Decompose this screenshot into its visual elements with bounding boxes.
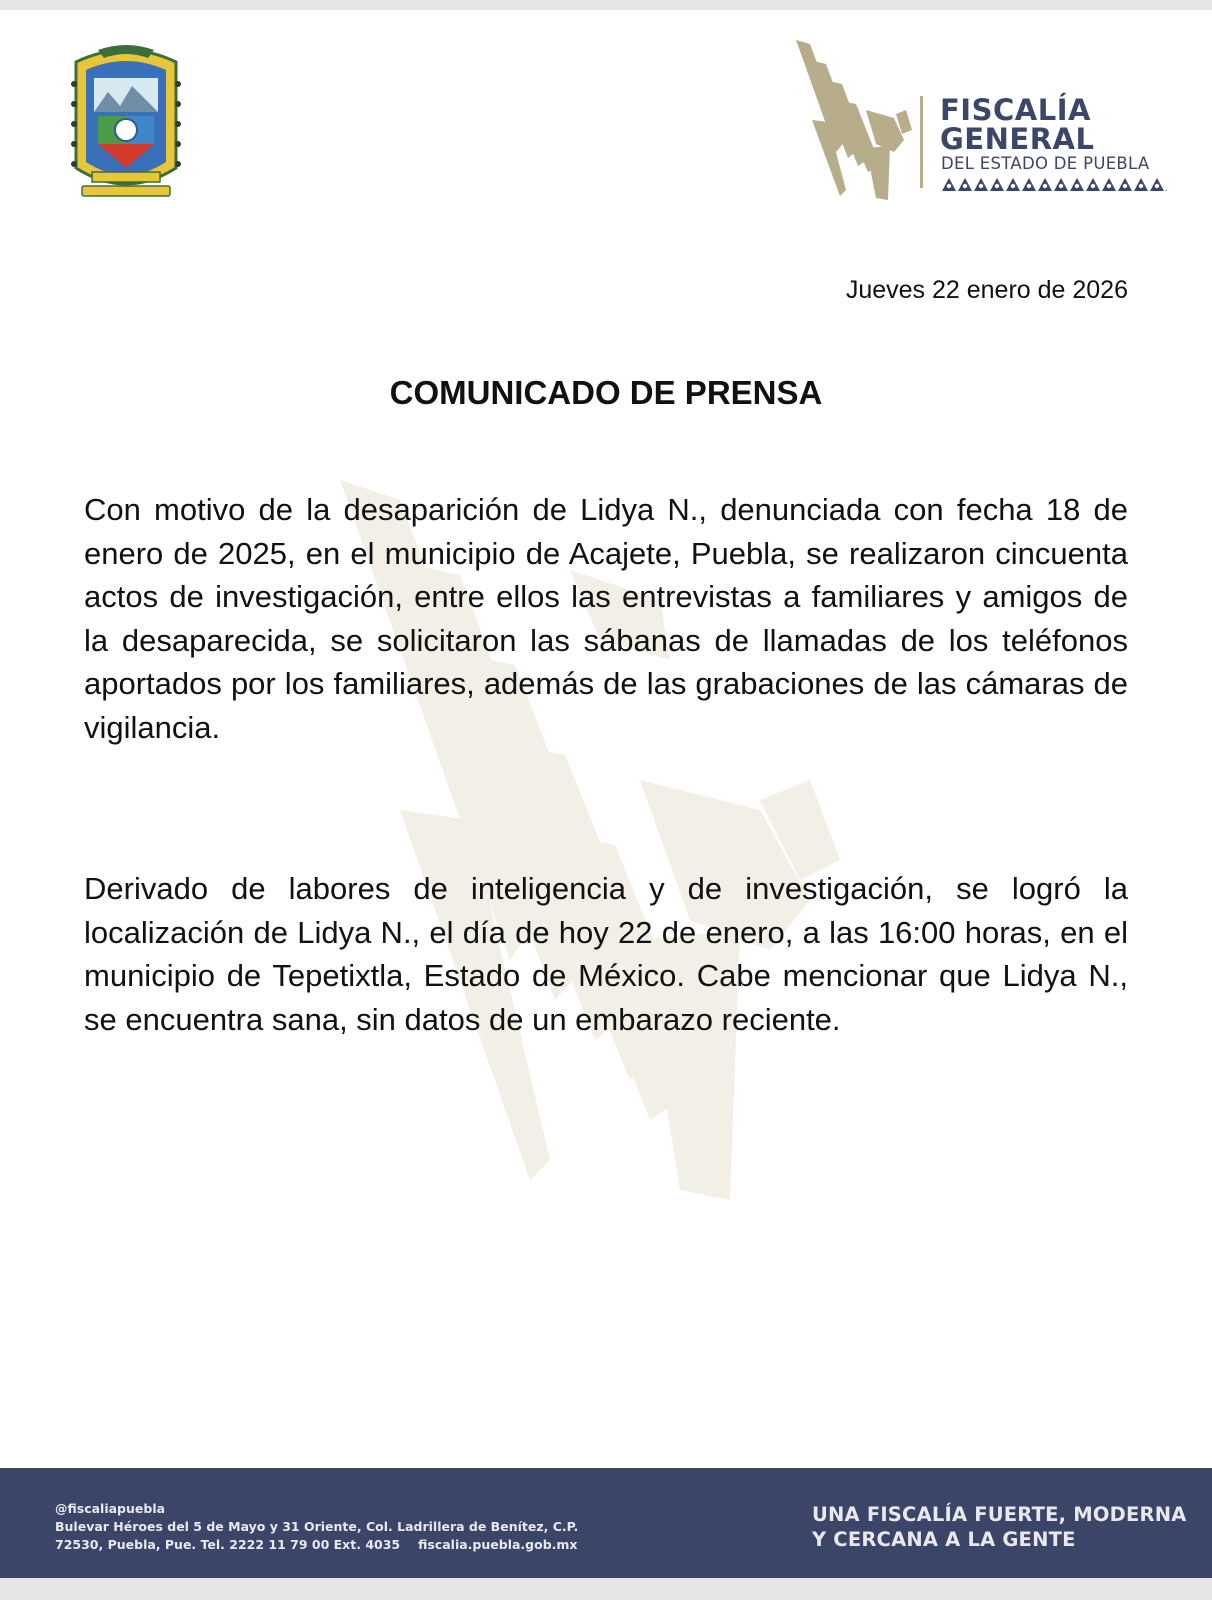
footer-address-1: Bulevar Héroes del 5 de Mayo y 31 Oriente, Col. Ladrillera de Benítez, C.P.: [55, 1519, 579, 1534]
puebla-state-seal-icon: [68, 40, 184, 208]
paragraph-2: Derivado de labores de inteligencia y de investigación, se logró la localización de Lidya N., el día de hoy 22 de enero, a las 16:00 horas, en el municipio de Tepetixtla, Estado de México. Cabe mencionar que Lidya N., se encuentra sana, sin datos de un embarazo reciente.: [84, 871, 1128, 1037]
footer-slogan-1: UNA FISCALÍA FUERTE, MODERNA: [812, 1503, 1187, 1526]
logo-text-fiscalia: FISCALÍA: [940, 93, 1091, 127]
greca-pattern-icon: [941, 176, 1167, 192]
logo-text-estado: DEL ESTADO DE PUEBLA: [941, 154, 1150, 173]
document-title: COMUNICADO DE PRENSA: [389, 374, 823, 411]
logo-text-general: GENERAL: [940, 122, 1095, 156]
footer-contact: [55, 1500, 578, 1554]
footer-website: fiscalia.puebla.gob.mx: [418, 1537, 578, 1552]
footer-handle: @fiscaliapuebla: [55, 1501, 166, 1516]
fiscalia-general-logo: [796, 40, 1176, 200]
paragraph-1: Con motivo de la desaparición de Lidya N., denunciada con fecha 18 de enero de 2025, en el municipio de Acajete, Puebla, se realizaron cincuenta actos de investigación, entre ellos las entrevistas a familiares y amigos de la desaparecida, se solicitaron las sábanas de llamadas de los teléfonos aportados por los familiares, además de las grabaciones de las cámaras de vigilancia.: [84, 492, 1128, 745]
footer-address-2: 72530, Puebla, Pue. Tel. 2222 11 79 00 Ext. 4035: [55, 1537, 401, 1552]
footer: [0, 1468, 1212, 1578]
footer-slogan-2: Y CERCANA A LA GENTE: [812, 1528, 1076, 1551]
document-date: Jueves 22 enero de 2026: [845, 276, 1128, 304]
document-page: [0, 10, 1212, 1578]
footer-slogan: [812, 1502, 1187, 1552]
fiscalia-emblem-icon: [796, 40, 916, 200]
logo-divider: [920, 96, 923, 188]
